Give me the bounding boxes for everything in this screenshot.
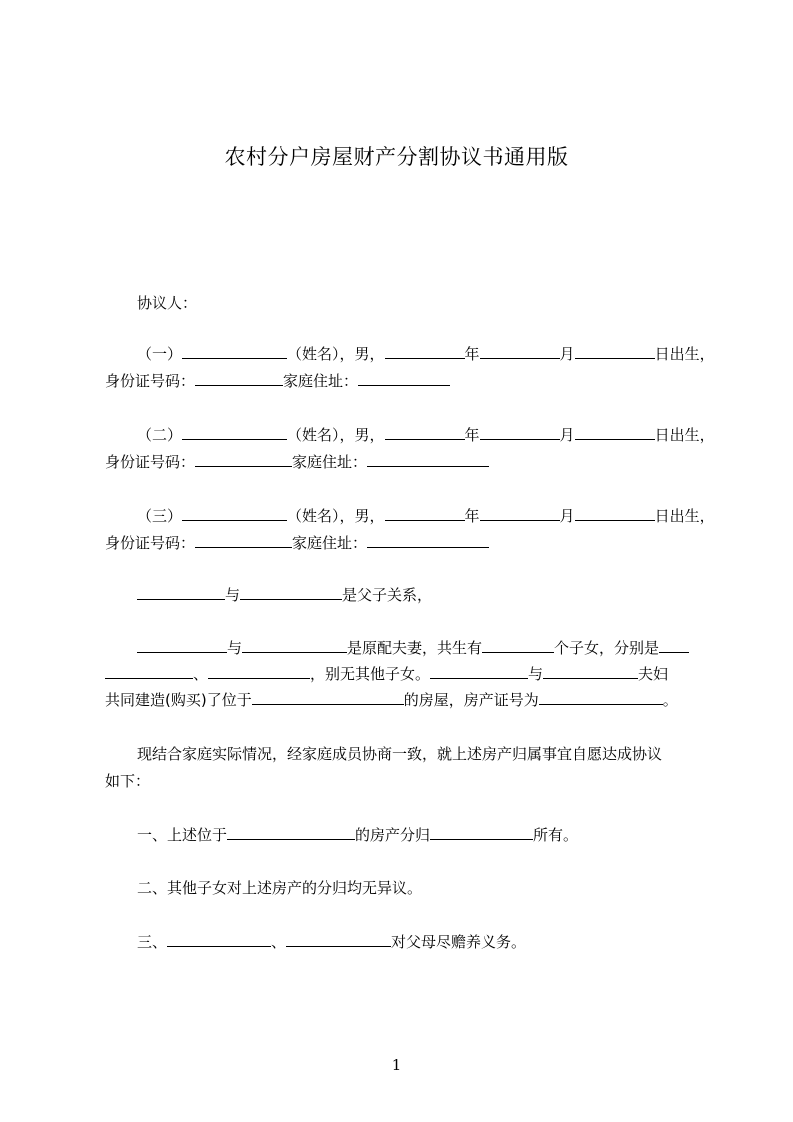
basis-line-2: 如下： — [105, 772, 151, 790]
clause-1-prefix: 一、上述位于 — [137, 826, 228, 844]
house-location-blank — [252, 690, 404, 705]
son-blank — [240, 585, 342, 600]
party-1-id-label: 身份证号码： — [105, 372, 196, 390]
relation-yu: 与 — [225, 586, 241, 604]
party-2-number: （二） — [137, 426, 183, 444]
party-1-line — [137, 344, 715, 364]
party-1-number: （一） — [137, 345, 183, 363]
couple-yu: 与 — [528, 665, 544, 683]
relation-line — [137, 585, 432, 605]
basis-line-1: 现结合家庭实际情况，经家庭成员协商一致，就上述房产归属事宜自愿达成协议 — [137, 745, 663, 763]
clause-1-end: 所有。 — [533, 826, 579, 844]
house-location-blank — [227, 825, 355, 840]
party-3-year: 年 — [464, 507, 480, 525]
month-blank — [480, 425, 560, 440]
clause-3-end: 对父母尽赡养义务。 — [391, 933, 527, 951]
party-3-name-label: （姓名），男， — [287, 507, 385, 525]
children-text: 个子女，分别是 — [554, 639, 660, 657]
month-blank — [480, 506, 560, 521]
children-dun: 、 — [193, 665, 209, 683]
address-blank — [367, 452, 489, 467]
party-3-address-label: 家庭住址： — [292, 534, 368, 552]
house-text: 的房屋，房产证号为 — [403, 691, 539, 709]
party-2-line — [137, 425, 715, 445]
month-blank — [480, 344, 560, 359]
child-name-blank — [659, 638, 689, 653]
name-blank — [182, 506, 287, 521]
party-1-address-label: 家庭住址： — [283, 372, 359, 390]
address-blank — [367, 533, 489, 548]
year-blank — [385, 506, 465, 521]
party-3-line — [137, 506, 715, 526]
year-blank — [385, 425, 465, 440]
couple-text: 夫妇 — [638, 665, 669, 683]
party-2-month: 月 — [559, 426, 575, 444]
day-blank — [575, 506, 655, 521]
id-blank — [195, 533, 292, 548]
supporter-blank — [167, 932, 271, 947]
party-2-id-label: 身份证号码： — [105, 453, 196, 471]
name-blank — [182, 344, 287, 359]
clause-1 — [137, 825, 578, 845]
day-blank — [575, 344, 655, 359]
wife-blank — [242, 638, 347, 653]
clause-1-mid: 的房产分归 — [355, 826, 431, 844]
document-title: 农村分户房屋财产分割协议书通用版 — [224, 145, 569, 169]
name-blank — [182, 425, 287, 440]
party-3-id-label: 身份证号码： — [105, 534, 196, 552]
party-3-number: （三） — [137, 507, 183, 525]
clause-3-prefix: 三、 — [137, 933, 168, 951]
children-count-blank — [482, 638, 554, 653]
party-2-year: 年 — [464, 426, 480, 444]
wife-blank — [543, 664, 638, 679]
party-2-name-label: （姓名），男， — [287, 426, 385, 444]
intro-label: 协议人： — [137, 294, 198, 312]
marriage-line-2 — [105, 664, 668, 684]
party-2-born: 日出生， — [654, 426, 715, 444]
supporter-blank — [286, 932, 391, 947]
owner-blank — [430, 825, 533, 840]
id-blank — [195, 452, 292, 467]
no-other-children: ，别无其他子女。 — [310, 665, 431, 683]
father-blank — [137, 585, 225, 600]
built-text: 共同建造(购买)了位于 — [105, 691, 252, 709]
marriage-end: 。 — [662, 691, 678, 709]
day-blank — [575, 425, 655, 440]
relation-text: 是父子关系， — [342, 586, 433, 604]
party-1-month: 月 — [559, 345, 575, 363]
page-number: 1 — [391, 1056, 402, 1074]
party-1-born: 日出生， — [654, 345, 715, 363]
clause-3-dun: 、 — [271, 933, 287, 951]
id-blank — [195, 371, 283, 386]
party-2-address-label: 家庭住址： — [292, 453, 368, 471]
husband-blank — [430, 664, 528, 679]
party-3-month: 月 — [559, 507, 575, 525]
spouse-text: 是原配夫妻，共生有 — [347, 639, 483, 657]
party-1-name-label: （姓名），男， — [287, 345, 385, 363]
year-blank — [385, 344, 465, 359]
party-2-id-line — [105, 452, 489, 472]
address-blank — [358, 371, 450, 386]
certificate-number-blank — [539, 690, 663, 705]
party-3-id-line — [105, 533, 489, 553]
party-1-id-line — [105, 371, 450, 391]
marriage-line-1 — [137, 638, 689, 658]
husband-blank — [137, 638, 227, 653]
marriage-line-3 — [105, 690, 678, 710]
child-name-blank — [105, 664, 193, 679]
clause-2: 二、其他子女对上述房产的分归均无异议。 — [137, 879, 423, 897]
clause-3 — [137, 932, 526, 952]
child-name-blank — [208, 664, 310, 679]
marriage-yu: 与 — [227, 639, 243, 657]
party-3-born: 日出生， — [654, 507, 715, 525]
party-1-year: 年 — [464, 345, 480, 363]
